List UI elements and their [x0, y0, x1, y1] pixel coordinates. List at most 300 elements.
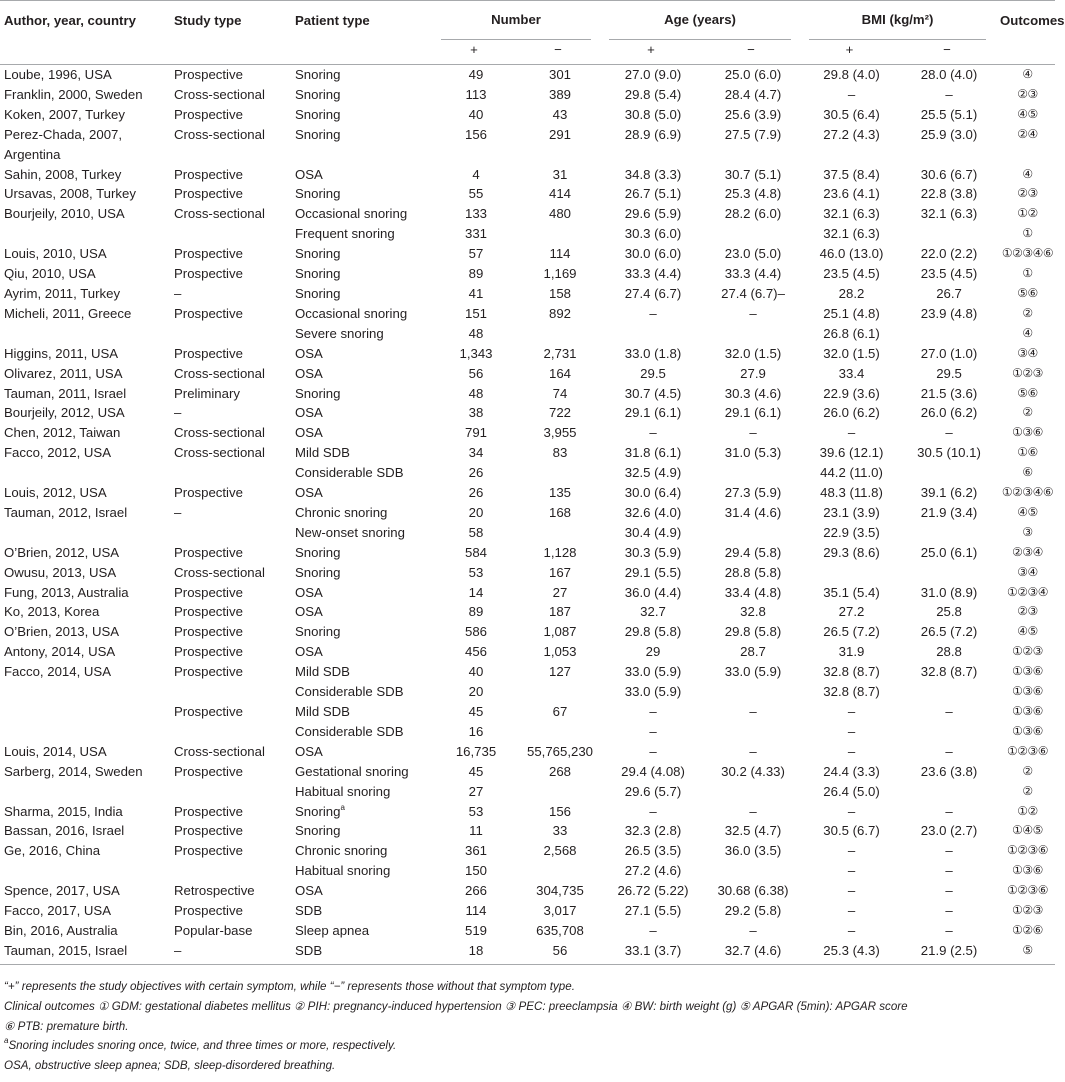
cell-study-type: Prospective — [174, 345, 243, 361]
cell-patient-type: Mild SDB — [295, 664, 350, 680]
cell-author: Fung, 2013, Australia — [4, 584, 129, 600]
cell-number-minus — [515, 722, 601, 742]
cell-age-minus: 32.8 — [740, 604, 766, 620]
cell-study-type: Cross-sectional — [174, 126, 265, 142]
cell-number-minus: 304,735 — [536, 883, 584, 899]
cell-patient-type: Snoring — [295, 246, 341, 262]
cell-author: Bourjeily, 2012, USA — [4, 405, 125, 421]
cell-patient-type: Snoring — [295, 564, 341, 580]
cell-study-type: Prospective — [174, 584, 243, 600]
cell-study-type: Prospective — [174, 803, 243, 819]
cell-number-plus: 584 — [464, 544, 487, 560]
cell-author: Perez-Chada, 2007, Argentina — [4, 126, 123, 162]
cell-author: Bourjeily, 2010, USA — [4, 206, 125, 222]
table-row — [0, 204, 1055, 224]
cell-outcomes: ④ — [1022, 166, 1033, 181]
cell-patient-type: SDB — [295, 903, 323, 919]
table-row — [0, 901, 1055, 921]
cell-author — [0, 523, 170, 543]
cell-outcomes: ①②③⑥ — [1007, 883, 1049, 898]
cell-outcomes: ①④⑤ — [1012, 823, 1043, 838]
cell-number-plus: 48 — [468, 325, 484, 341]
cell-author: Facco, 2014, USA — [4, 664, 112, 680]
cell-study-type: Cross-sectional — [174, 206, 265, 222]
cell-outcomes: ①②③④⑥ — [1001, 485, 1054, 500]
cell-author: Sharma, 2015, India — [4, 803, 123, 819]
cell-outcomes: ④⑤ — [1017, 624, 1038, 639]
cell-number-plus: 34 — [468, 445, 484, 461]
cell-bmi-plus: 26.5 (7.2) — [823, 624, 880, 640]
table-header — [0, 1, 1065, 65]
cell-patient-type: OSA — [295, 883, 323, 899]
cell-bmi-minus: 25.5 (5.1) — [920, 106, 978, 122]
cell-age-plus: 32.3 (2.8) — [624, 823, 682, 839]
cell-number-minus: 635,708 — [536, 922, 584, 938]
cell-study-type: Prospective — [174, 186, 243, 202]
cell-outcomes: ⑥ — [1022, 465, 1033, 480]
cell-age-minus: 29.8 (5.8) — [724, 624, 782, 640]
cell-number-plus: 14 — [468, 584, 484, 600]
cell-number-plus: 89 — [468, 266, 484, 282]
cell-study-type — [170, 463, 291, 483]
cell-number-minus: 722 — [549, 405, 572, 421]
cell-number-plus: 45 — [468, 704, 484, 719]
cell-patient-type: OSA — [295, 425, 323, 441]
cell-bmi-minus: 23.5 (4.5) — [920, 266, 978, 282]
table-row — [0, 722, 1055, 742]
cell-outcomes: ①②③ — [1012, 903, 1043, 918]
cell-study-type: Prospective — [174, 246, 243, 262]
cell-author: O’Brien, 2012, USA — [4, 544, 120, 560]
cell-patient-type: Snoring$^a$ — [295, 802, 345, 819]
cell-bmi-minus: 26.5 (7.2) — [920, 624, 978, 640]
cell-age-plus: 32.5 (4.9) — [624, 465, 682, 481]
cell-bmi-plus: 24.4 (3.3) — [823, 763, 880, 779]
cell-author: Spence, 2017, USA — [4, 883, 120, 899]
cell-study-type — [170, 224, 291, 244]
cell-study-type: Prospective — [174, 544, 243, 560]
cell-patient-type: OSA — [295, 644, 323, 660]
cell-outcomes: ①② — [1017, 803, 1038, 818]
table-row — [0, 861, 1055, 881]
cell-patient-type: OSA — [295, 345, 323, 361]
cell-age-plus: 30.8 (5.0) — [624, 106, 682, 122]
cell-author: Tauman, 2011, Israel — [4, 385, 127, 401]
cell-age-minus: 33.4 (4.8) — [724, 584, 782, 600]
footnote-abbreviations: OSA, obstructive sleep apnea; SDB, sleep-disordered breathing. — [4, 1059, 336, 1073]
cell-author: Franklin, 2000, Sweden — [4, 86, 143, 102]
cell-bmi-minus: 22.8 (3.8) — [920, 186, 978, 202]
cell-age-plus: 33.0 (5.9) — [624, 664, 682, 680]
cell-bmi-plus: – — [847, 903, 856, 919]
footnote-outcomes: Clinical outcomes ① GDM: gestational diabetes mellitus ② PIH: pregnancy-induced hypertension ③ PEC: preeclampsia ④ BW: birth weight (g) ⑤ APGAR (5min): APGAR score — [4, 999, 908, 1013]
cell-author: Higgins, 2011, USA — [4, 345, 119, 361]
cell-bmi-plus: 26.4 (5.0) — [823, 783, 880, 799]
cell-age-plus: 29.4 (4.08) — [621, 763, 685, 779]
cell-author: Antony, 2014, USA — [4, 644, 116, 660]
cell-bmi-plus: – — [847, 863, 856, 879]
cell-bmi-minus — [898, 722, 996, 742]
cell-age-minus: 28.8 (5.8) — [724, 564, 782, 580]
cell-author: Ge, 2016, China — [4, 843, 101, 859]
cell-number-minus: 55,765,230 — [527, 743, 594, 759]
cell-author: Qiu, 2010, USA — [4, 266, 96, 282]
cell-bmi-plus: – — [847, 743, 856, 759]
cell-number-plus: 11 — [469, 823, 483, 839]
footnote-outcomes-cont: ⑥ PTB: premature birth. — [4, 1019, 129, 1033]
cell-age-minus: 32.0 (1.5) — [724, 345, 782, 361]
cell-patient-type: Snoring — [295, 86, 341, 102]
cell-author: Tauman, 2015, Israel — [0, 941, 170, 964]
cell-author: Facco, 2012, USA — [4, 445, 112, 461]
table-row — [0, 642, 1055, 662]
cell-bmi-plus: 48.3 (11.8) — [820, 485, 883, 501]
table-row — [0, 324, 1055, 344]
cell-age-minus: 33.0 (5.9) — [724, 664, 782, 680]
cell-number-plus: 331 — [464, 226, 487, 242]
cell-study-type: Prospective — [174, 763, 243, 779]
cell-bmi-plus: 27.2 (4.3) — [823, 126, 880, 142]
cell-number-minus: 1,169 — [543, 266, 577, 282]
cell-outcomes: ④⑤ — [1017, 106, 1038, 121]
cell-bmi-plus: – — [847, 922, 856, 938]
cell-number-minus: 164 — [549, 365, 572, 381]
cell-number-minus: 135 — [549, 485, 572, 501]
cell-study-type: Prospective — [174, 823, 243, 839]
cell-author: Louis, 2010, USA — [4, 246, 107, 262]
cell-age-minus: 27.9 — [740, 365, 766, 381]
cell-study-type: Popular-base — [174, 922, 253, 938]
cell-bmi-plus: 31.9 — [838, 644, 865, 660]
cell-age-plus: 29 — [645, 644, 661, 660]
cell-number-plus: 57 — [468, 246, 484, 262]
cell-bmi-plus: 44.2 (11.0) — [820, 465, 883, 481]
cell-age-plus: – — [649, 743, 657, 759]
cell-bmi-plus: 26.0 (6.2) — [823, 405, 880, 421]
cell-patient-type: Snoring — [295, 285, 341, 301]
cell-bmi-minus — [898, 224, 996, 244]
cell-bmi-minus: 29.5 — [936, 365, 962, 381]
cell-outcomes: ①③⑥ — [1012, 723, 1043, 738]
cell-bmi-plus: 32.0 (1.5) — [823, 345, 880, 361]
cell-bmi-minus: 25.0 (6.1) — [920, 544, 978, 560]
cell-patient-type: Considerable SDB — [295, 723, 404, 739]
cell-author — [0, 782, 170, 802]
cell-age-minus: 30.7 (5.1) — [724, 166, 782, 182]
cell-bmi-plus: 23.1 (3.9) — [823, 504, 880, 520]
cell-patient-type: Habitual snoring — [295, 863, 391, 879]
cell-study-type: Prospective — [174, 166, 243, 182]
cell-author: Owusu, 2013, USA — [4, 564, 117, 580]
cell-bmi-plus: – — [847, 86, 856, 102]
cell-outcomes: ⑤⑥ — [1017, 285, 1038, 300]
cell-bmi-minus — [898, 682, 996, 702]
cell-age-plus: 29.6 (5.9) — [624, 206, 682, 222]
cell-number-minus: 3,017 — [543, 903, 577, 919]
cell-bmi-minus: 23.6 (3.8) — [920, 763, 978, 779]
table-row — [0, 364, 1055, 384]
cell-number-plus: 53 — [468, 803, 484, 819]
table-row — [0, 921, 1055, 941]
table-row — [0, 244, 1055, 264]
cell-number-minus: 127 — [549, 664, 572, 680]
header-age: Age (years) — [601, 1, 801, 41]
cell-bmi-minus: 23.9 (4.8) — [920, 305, 978, 321]
cell-bmi-minus — [898, 463, 996, 483]
cell-outcomes: ①③⑥ — [1012, 664, 1043, 679]
cell-outcomes: ①③⑥ — [1012, 863, 1043, 878]
cell-outcomes: ①②③④⑥ — [1001, 246, 1054, 261]
cell-patient-type: OSA — [295, 584, 323, 600]
cell-age-minus — [701, 324, 801, 344]
cell-author — [0, 722, 170, 742]
cell-number-plus: 89 — [468, 604, 484, 620]
cell-number-plus: 586 — [464, 624, 487, 640]
cell-outcomes: ④ — [1022, 325, 1033, 340]
cell-bmi-minus: 25.8 — [936, 604, 962, 620]
cell-number-plus: 53 — [468, 564, 484, 580]
cell-age-plus: – — [649, 723, 657, 739]
cell-outcomes: ①③⑥ — [1012, 704, 1043, 718]
cell-number-plus: 791 — [464, 425, 487, 441]
cell-outcomes: ② — [1022, 305, 1033, 320]
cell-age-minus: – — [749, 305, 757, 321]
cell-number-plus: 20 — [468, 684, 484, 700]
cell-study-type: Cross-sectional — [174, 365, 265, 381]
cell-number-plus: 20 — [468, 504, 484, 520]
cell-age-minus: – — [749, 704, 757, 719]
cell-age-plus: 32.6 (4.0) — [624, 504, 682, 520]
cell-author: Facco, 2017, USA — [4, 903, 112, 919]
cell-age-plus: 30.7 (4.5) — [624, 385, 682, 401]
cell-patient-type: SDB — [291, 941, 433, 964]
table-row — [0, 423, 1055, 443]
cell-number-minus — [515, 861, 601, 881]
cell-study-type — [170, 324, 291, 344]
cell-bmi-plus: 30.5 (6.7) — [823, 823, 880, 839]
cell-number-plus: 456 — [464, 644, 487, 660]
footnote-symbols: “+” represents the study objectives with certain symptom, while “−” represents those without that symptom type. — [4, 980, 575, 993]
cell-bmi-minus: – — [945, 843, 953, 859]
cell-author: Bin, 2016, Australia — [4, 922, 118, 938]
cell-study-type: Prospective — [174, 664, 243, 680]
header-number-plus: + — [433, 40, 515, 65]
cell-bmi-minus: – — [945, 704, 953, 719]
cell-outcomes: ②③ — [1017, 186, 1038, 201]
cell-patient-type: Snoring — [295, 823, 341, 839]
cell-author: Chen, 2012, Taiwan — [4, 425, 121, 441]
cell-author: Louis, 2012, USA — [4, 485, 107, 501]
cell-bmi-plus: – — [847, 803, 856, 819]
cell-age-plus: 32.7 — [640, 604, 666, 620]
cell-bmi-minus: 22.0 (2.2) — [920, 246, 978, 262]
cell-patient-type: OSA — [295, 604, 323, 620]
cell-age-minus: 30.2 (4.33) — [721, 763, 785, 779]
cell-outcomes: ①②③⑥ — [1007, 743, 1049, 758]
cell-number-minus: 114 — [549, 246, 571, 262]
cell-age-minus — [701, 861, 801, 881]
table-row — [0, 403, 1055, 423]
cell-age-minus: 28.2 (6.0) — [724, 206, 782, 222]
cell-age-minus: 30.3 (4.6) — [724, 385, 782, 401]
cell-number-minus: 31 — [552, 166, 568, 182]
cell-study-type: Prospective — [174, 266, 243, 282]
cell-author: O’Brien, 2013, USA — [4, 624, 120, 640]
cell-number-plus: 151 — [464, 305, 487, 321]
cell-age-minus: 32.5 (4.7) — [724, 823, 782, 839]
cell-number-plus: 18 — [433, 941, 515, 964]
cell-age-plus: – — [649, 803, 657, 819]
cell-age-plus: 27.4 (6.7) — [624, 285, 682, 301]
cell-bmi-plus: 37.5 (8.4) — [823, 166, 880, 182]
table-footnotes — [4, 977, 1049, 1076]
cell-patient-type: Snoring — [295, 266, 341, 282]
cell-author: Ursavas, 2008, Turkey — [4, 186, 136, 202]
cell-bmi-plus: 26.8 (6.1) — [823, 325, 880, 341]
cell-outcomes: ①③⑥ — [1012, 684, 1043, 699]
cell-age-plus: – — [649, 305, 657, 321]
cell-study-type — [170, 861, 291, 881]
cell-age-plus: 29.1 (6.1) — [624, 405, 682, 421]
cell-age-minus: 23.0 (5.0) — [724, 246, 782, 262]
table-row — [0, 802, 1055, 822]
cell-age-plus: – — [649, 704, 657, 719]
cell-number-plus: 4 — [472, 166, 480, 182]
cell-outcomes: ② — [1022, 763, 1033, 778]
cell-age-plus: 29.1 (5.5) — [624, 564, 682, 580]
cell-author: Ko, 2013, Korea — [4, 604, 100, 620]
cell-study-type: Cross-sectional — [174, 445, 265, 461]
cell-outcomes: ①③⑥ — [1012, 425, 1043, 440]
header-bmi: BMI (kg/m²) — [801, 1, 996, 41]
cell-age-minus: 31.4 (4.6) — [724, 504, 782, 520]
table-row — [0, 563, 1055, 583]
cell-bmi-plus: 29.3 (8.6) — [823, 544, 880, 560]
cell-number-plus: 45 — [468, 763, 484, 779]
cell-patient-type: Snoring — [295, 385, 341, 401]
table-row — [0, 622, 1055, 642]
table-row — [0, 105, 1055, 125]
cell-outcomes: ②④ — [1017, 126, 1038, 141]
cell-bmi-plus: 35.1 (5.4) — [823, 584, 880, 600]
cell-bmi-minus: – — [945, 883, 953, 899]
table-row — [0, 583, 1055, 603]
cell-bmi-minus — [898, 523, 996, 543]
cell-age-minus — [701, 523, 801, 543]
cell-bmi-plus: – — [847, 425, 856, 441]
cell-bmi-plus: 23.5 (4.5) — [823, 266, 880, 282]
cell-bmi-minus: 26.0 (6.2) — [920, 405, 978, 421]
cell-patient-type: OSA — [295, 405, 323, 421]
table-row — [0, 841, 1055, 861]
cell-age-plus: 26.5 (3.5) — [624, 843, 682, 859]
cell-outcomes: ②③ — [1017, 86, 1038, 101]
cell-study-type: Prospective — [174, 903, 243, 919]
cell-bmi-minus: – — [945, 903, 953, 919]
cell-number-plus: 26 — [468, 485, 484, 501]
cell-bmi-minus: 31.0 (8.9) — [920, 584, 978, 600]
header-bmi-plus: + — [801, 40, 898, 65]
cell-number-minus: 2,568 — [543, 843, 577, 859]
cell-number-plus: 150 — [464, 863, 487, 879]
table-row — [0, 443, 1055, 463]
cell-bmi-plus: 33.4 — [838, 365, 865, 381]
cell-age-plus: 26.7 (5.1) — [624, 186, 682, 202]
cell-age-minus: 27.5 (7.9) — [724, 126, 782, 142]
cell-number-minus: 156 — [549, 803, 572, 819]
cell-age-minus: 25.3 (4.8) — [724, 186, 782, 202]
cell-author: Koken, 2007, Turkey — [4, 106, 125, 122]
table-row — [0, 503, 1055, 523]
cell-number-minus: 27 — [552, 584, 568, 600]
cell-patient-type: Mild SDB — [295, 445, 350, 461]
cell-study-type: Prospective — [174, 485, 243, 501]
cell-number-plus: 26 — [468, 465, 484, 481]
cell-number-plus: 16,735 — [455, 743, 497, 759]
cell-age-plus — [601, 324, 701, 344]
cell-bmi-plus: 22.9 (3.6) — [823, 385, 880, 401]
cell-bmi-plus: 28.2 — [838, 285, 865, 301]
cell-outcomes: ② — [1022, 405, 1033, 420]
table-row — [0, 762, 1055, 782]
cell-bmi-minus: 27.0 (1.0) — [920, 345, 978, 361]
cell-bmi-minus: – — [945, 863, 953, 879]
cell-age-plus: 30.3 (5.9) — [624, 544, 682, 560]
table-row — [0, 184, 1055, 204]
cell-bmi-minus: 30.6 (6.7) — [920, 166, 978, 182]
cell-outcomes: ①⑥ — [1017, 445, 1038, 460]
cell-patient-type: Occasional snoring — [295, 206, 408, 222]
cell-age-plus: 29.5 — [640, 365, 666, 381]
cell-number-plus: 156 — [464, 126, 487, 142]
cell-age-plus: 34.8 (3.3) — [624, 166, 682, 182]
cell-age-minus: 25.6 (3.9) — [724, 106, 782, 122]
cell-patient-type: Sleep apnea — [295, 922, 370, 938]
cell-study-type — [170, 682, 291, 702]
cell-number-minus: 480 — [549, 206, 572, 222]
cell-age-minus: – — [749, 803, 757, 819]
cell-number-minus: 1,128 — [543, 544, 577, 560]
header-study-type: Study type — [170, 1, 291, 41]
cell-author — [0, 463, 170, 483]
table-body — [0, 65, 1055, 965]
cell-author — [0, 324, 170, 344]
cell-study-type: Retrospective — [174, 883, 255, 899]
cell-patient-type: OSA — [295, 485, 323, 501]
cell-bmi-minus: 21.9 (3.4) — [920, 504, 978, 520]
cell-study-type: Cross-sectional — [174, 86, 265, 102]
table-row — [0, 523, 1055, 543]
table-row — [0, 483, 1055, 503]
cell-study-type: – — [170, 941, 291, 964]
cell-bmi-minus: 32.1 (6.3) — [920, 206, 978, 222]
table-row — [0, 125, 1055, 165]
cell-bmi-plus: 25.3 (4.3) — [801, 941, 898, 964]
cell-age-plus: 26.72 (5.22) — [617, 883, 689, 899]
cell-patient-type: Considerable SDB — [295, 465, 404, 481]
cell-number-minus: 414 — [549, 186, 572, 202]
cell-study-type: Prospective — [174, 604, 243, 620]
cell-outcomes: ⑤⑥ — [1017, 385, 1038, 400]
cell-bmi-plus: 29.8 (4.0) — [823, 67, 880, 82]
cell-number-minus — [515, 463, 601, 483]
cell-age-plus: 30.3 (6.0) — [624, 226, 682, 242]
cell-number-minus: 67 — [552, 704, 568, 719]
cell-patient-type: New-onset snoring — [295, 524, 405, 540]
cell-patient-type: Snoring — [295, 624, 341, 640]
cell-number-plus: 133 — [464, 206, 487, 222]
cell-number-minus: 74 — [552, 385, 568, 401]
